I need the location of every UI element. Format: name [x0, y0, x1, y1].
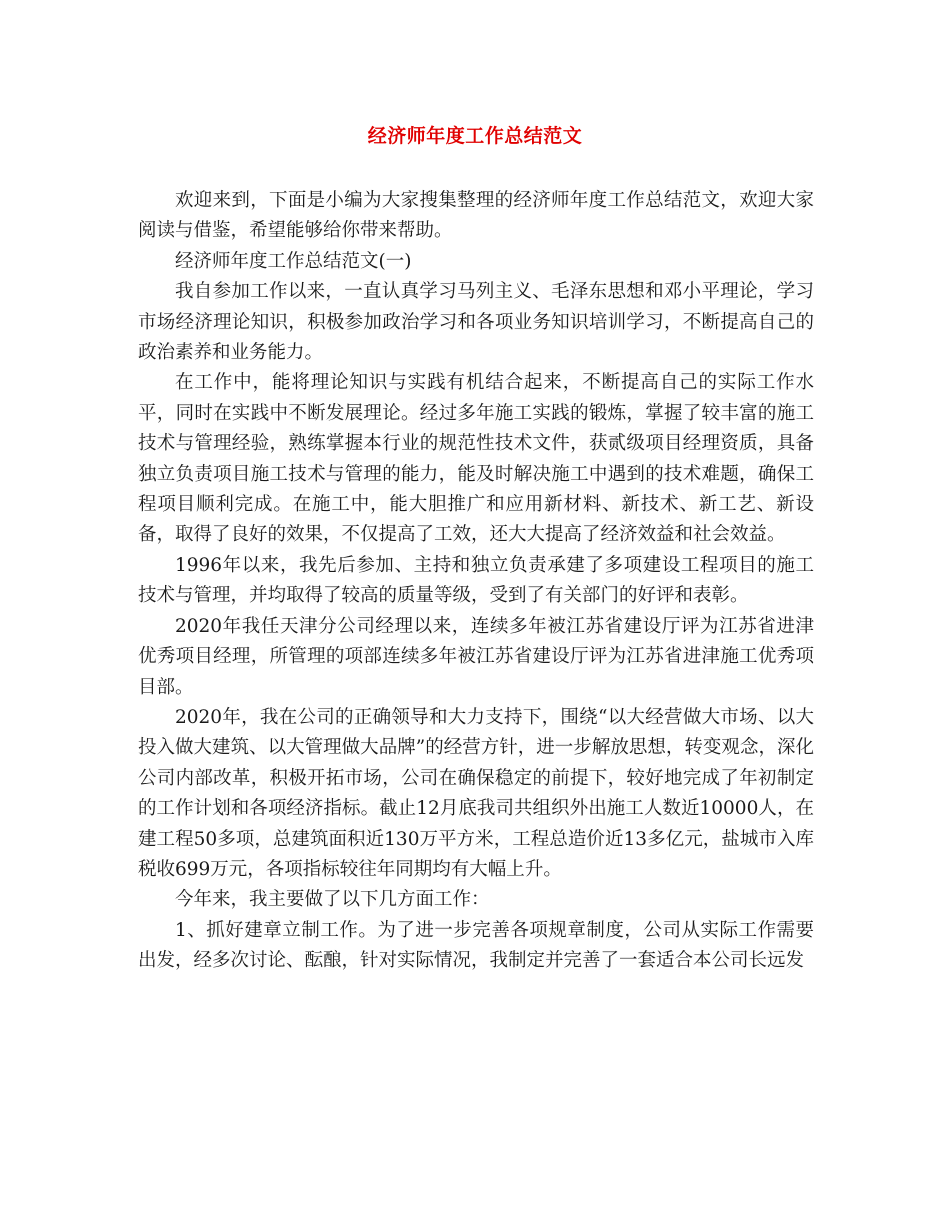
- paragraph-item-1: 1、抓好建章立制工作。为了进一步完善各项规章制度，公司从实际工作需要出发，经多次讨论、酝酿，针对实际情况，我制定并完善了一套适合本公司长远发: [138, 919, 814, 972]
- paragraph-tianjin: 2020年我任天津分公司经理以来，连续多年被江苏省建设厅评为江苏省进津优秀项目经理，所管理的项部连续多年被江苏省建设厅评为江苏省进津施工优秀项目部。: [138, 615, 814, 698]
- paragraph-section-heading: 经济师年度工作总结范文(一): [175, 250, 412, 272]
- document-title: 经济师年度工作总结范文: [367, 125, 583, 147]
- paragraph-practice: 在工作中，能将理论知识与实践有机结合起来，不断提高自己的实际工作水平，同时在实践中不断发展理论。经过多年施工实践的锻炼，掌握了较丰富的施工技术与管理经验，熟练掌握本行业的规范性技术文件，获贰级项目经理资质，具备独立负责项目施工技术与管理的能力，能及时解决施工中遇到的技术难题，确保工程项目顺利完成。在施工中，能大胆推广和应用新材料、新技术、新工艺、新设备，取得了良好的效果，不仅提高了工效，还大大提高了经济效益和社会效益。: [138, 372, 814, 546]
- paragraph-1996: 1996年以来，我先后参加、主持和独立负责承建了多项建设工程项目的施工技术与管理，并均取得了较高的质量等级，受到了有关部门的好评和表彰。: [138, 554, 814, 607]
- document-body: [138, 186, 814, 977]
- paragraph-work-items-intro: 今年来，我主要做了以下几方面工作：: [175, 889, 490, 911]
- paragraph-2020: 2020年，我在公司的正确领导和大力支持下，围绕“以大经营做大市场、以大投入做大建筑、以大管理做大品牌”的经营方针，进一步解放思想，转变观念，深化公司内部改革，积极开拓市场，公司在确保稳定的前提下，较好地完成了年初制定的工作计划和各项经济指标。截止12月底我司共组织外出施工人数近10000人，在建工程50多项，总建筑面积近130万平方米，工程总造价近13多亿元，盐城市入库税收699万元，各项指标较往年同期均有大幅上升。: [138, 706, 814, 880]
- paragraph-intro: 欢迎来到，下面是小编为大家搜集整理的经济师年度工作总结范文，欢迎大家阅读与借鉴，希望能够给你带来帮助。: [138, 190, 814, 242]
- paragraph-study: 我自参加工作以来，一直认真学习马列主义、毛泽东思想和邓小平理论，学习市场经济理论知识，积极参加政治学习和各项业务知识培训学习，不断提高自己的政治素养和业务能力。: [138, 281, 814, 364]
